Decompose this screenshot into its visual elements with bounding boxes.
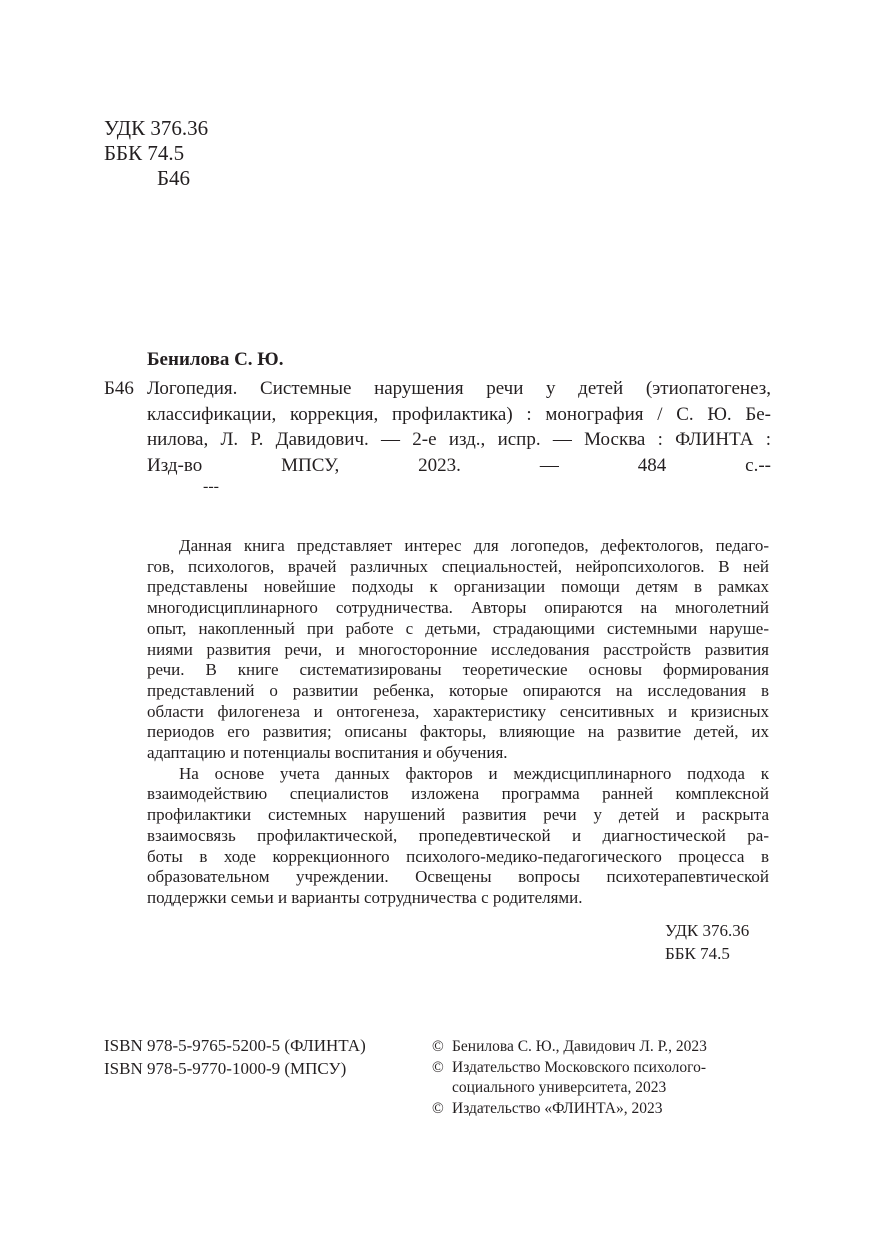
udk-code-bottom: УДК 376.36 [665,921,750,940]
abstract-line: взаимосвязь профилактической, пропедевтической и диагностической ра- [147,825,769,845]
biblio-line: Изд-во МПСУ, 2023. — 484 с.-- [147,454,771,476]
copyright-block [432,1037,707,1119]
bbk-code-bottom: ББК 74.5 [665,944,730,963]
copyright-text: Издательство Московского психолого- [452,1058,706,1076]
abstract-line: образовательном учреждении. Освещены вопросы психотерапевтической [147,867,769,887]
copyright-row [432,1099,707,1120]
abstract-line: боты в ходе коррекционного психолого-медико-педагогического процесса в [147,846,769,866]
abstract-line: взаимодействию специалистов изложена программа ранней комплексной [147,784,769,804]
abstract-line: профилактики системных нарушений развития речи у детей и раскрыта [147,805,769,825]
abstract-line: На основе учета данных факторов и междисциплинарного подхода к [179,763,769,783]
copyright-row [432,1078,707,1099]
copyright-text: социального университета, 2023 [452,1079,667,1096]
abstract-text [147,536,769,909]
separator-dashes: --- [203,478,219,495]
biblio-line: классификации, коррекция, профилактика) : монография / С. Ю. Бе- [147,403,771,425]
copyright-text: Издательство «ФЛИНТА», 2023 [452,1099,663,1117]
author-mark: Б46 [104,378,134,399]
copyright-icon: © [432,1099,444,1117]
abstract-line: поддержки семьи и варианты сотрудничества с родителями. [147,887,583,907]
copyright-row [432,1058,707,1079]
abstract-line: адаптацию и потенциалы воспитания и обучения. [147,743,508,763]
copyright-icon: © [432,1038,444,1055]
abstract-line: области филогенеза и онтогенеза, характеристику сенситивных и кризисных [147,701,769,721]
udk-code-top: УДК 376.36 [104,116,209,140]
copyright-text: Бенилова С. Ю., Давидович Л. Р., 2023 [452,1038,707,1055]
abstract-line: многодисциплинарного сотрудничества. Авторы опираются на многолетний [147,598,769,618]
abstract-line: Данная книга представляет интерес для логопедов, дефектологов, педаго- [179,536,769,555]
author-mark-top: Б46 [157,166,191,190]
biblio-line: Логопедия. Системные нарушения речи у детей (этиопатогенез, [147,378,771,399]
abstract-line: ниями развития речи, и многосторонние исследования расстройств развития [147,639,769,659]
copyright-row [432,1037,707,1058]
abstract-line: речи. В книге систематизированы теоретические основы формирования [147,660,769,680]
abstract-line: опыт, накопленный при работе с детьми, страдающими системными наруше- [147,618,769,638]
isbn-mpsu: ISBN 978-5-9770-1000-9 (МПСУ) [104,1059,347,1078]
abstract-line: представлены новейшие подходы к организации помощи детям в рамках [147,577,769,597]
abstract-line: гов, психологов, врачей различных специальностей, нейропсихологов. В ней [147,556,769,576]
isbn-flinta: ISBN 978-5-9765-5200-5 (ФЛИНТА) [104,1036,366,1055]
biblio-line: нилова, Л. Р. Давидович. — 2-е изд., испр. — Москва : ФЛИНТА : [147,429,771,450]
bibliographic-description [147,376,771,478]
abstract-line: периодов его развития; описаны факторы, влияющие на развитие детей, их [147,722,769,742]
copyright-icon: © [432,1058,444,1076]
author-name: Бенилова С. Ю. [147,349,284,370]
abstract-line: представлений о развитии ребенка, которые опираются на исследования в [147,680,769,700]
bbk-code-top: ББК 74.5 [104,141,185,165]
